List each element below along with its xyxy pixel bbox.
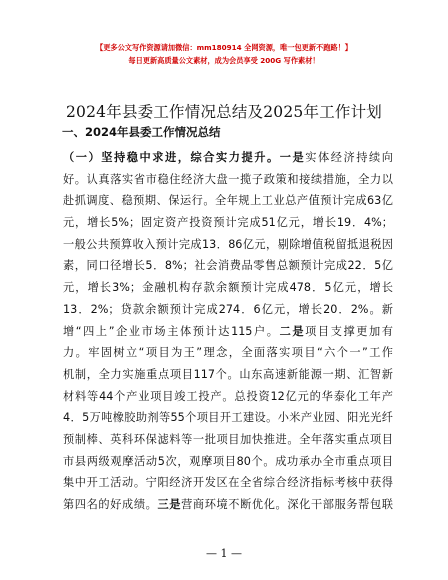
promo-banner-line-1: 【更多公文写作资源请加微信：mm180914 全网资源，唯一包更新不跑路！】 xyxy=(96,43,352,52)
text-line: 元，增长3%；金融机构存款余额预计完成478．5亿元，增长 xyxy=(63,281,393,295)
point-marker: 二是 xyxy=(279,324,306,338)
section-heading: 一、2024年县委工作情况总结 xyxy=(62,125,221,139)
text-segment: 第四名的好成绩。 xyxy=(63,498,158,511)
text-line: 材料等44个产业项目竣工投产。总投资12亿元的华泰化工年产 xyxy=(63,389,393,403)
subheading-bold: （一）坚持稳中求进，综合实力提升。 xyxy=(63,151,280,164)
text-line: 预制棒、英科环保滤料等一批项目加快推进。全年落实重点项目 xyxy=(63,432,393,446)
text-line: 13．2%；贷款余额预计完成274．6亿元，增长20．2%。新 xyxy=(63,302,393,316)
text-line: 市县两级观摩活动5次，观摩项目80个。成功承办全市重点项目 xyxy=(63,454,393,468)
text-line: 元，增长5%；固定资产投资预计完成51亿元，增长19．4%； xyxy=(63,216,393,230)
text-line: 素，同口径增长5．8%；社会消费品零售总额预计完成22．5亿 xyxy=(63,259,393,273)
text-line: 赴抓调度、稳预期、保运行。全年规上工业总产值预计完成63亿 xyxy=(63,194,393,208)
text-line: 一般公共预算收入预计完成13．86亿元，剔除增值税留抵退税因 xyxy=(63,237,393,251)
text-line: 4．5万吨橡胶助剂等55个项目开工建设。小米产业园、阳光光纤 xyxy=(63,411,393,425)
text-segment: 营商环境不断优化。深化干部服务帮包联 xyxy=(181,498,393,511)
text-line: 力。牢固树立“项目为王”理念，全面落实项目“六个一”工作 xyxy=(63,346,393,360)
text-line xyxy=(63,321,393,343)
text-line: 好。认真落实省市稳住经济大盘一揽子政策和接续措施，全力以 xyxy=(63,172,393,186)
text-line xyxy=(63,494,393,516)
document-title: 2024年县委工作情况总结及2025年工作计划 xyxy=(66,103,382,121)
text-line xyxy=(63,147,393,169)
point-marker: 三是 xyxy=(157,498,182,511)
text-segment: 项目支撑更加有 xyxy=(305,324,393,338)
text-line: 集中开工活动。宁阳经济开发区在全省综合经济指标考核中获得 xyxy=(63,476,393,490)
point-marker: 一是 xyxy=(279,151,306,164)
page-number: — 1 — xyxy=(206,547,242,560)
text-segment: 实体经济持续向 xyxy=(305,151,393,164)
text-line: 机制，全力实施重点项目117个。山东高速新能源一期、汇智新 xyxy=(63,367,393,381)
body-paragraph xyxy=(63,147,393,516)
promo-banner-line-2: 每日更新高质量公文素材，成为会员享受 200G 写作素材！ xyxy=(128,56,320,65)
text-segment: 增“四上”企业市场主体预计达115户。 xyxy=(63,324,280,338)
